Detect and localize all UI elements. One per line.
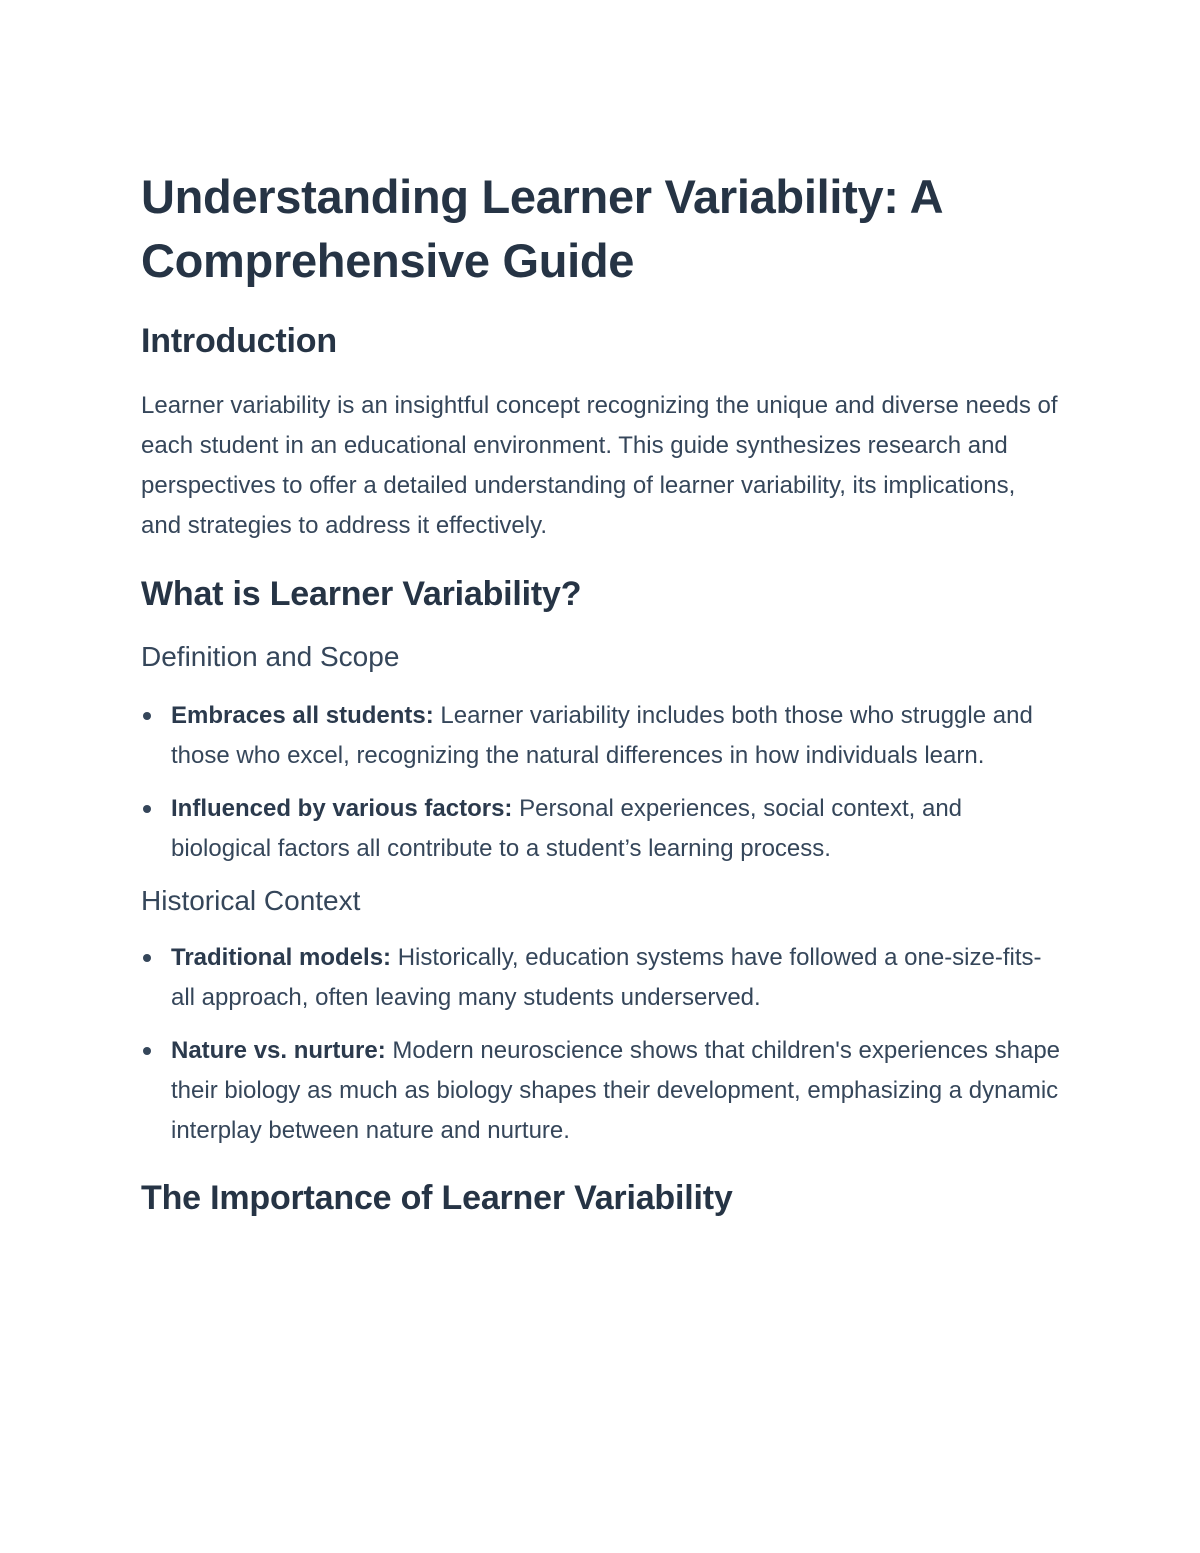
historical-list — [141, 938, 1061, 1151]
list-item-text: Personal experiences, social context, and biological factors all contribute to a student’s learning process. — [171, 795, 963, 862]
list-item-text: Modern neuroscience shows that children's experiences shape their biology as much as biology shapes their development, emphasizing a dynamic interplay between nature and nurture. — [171, 1037, 1061, 1144]
list-item-term: Traditional models: — [171, 944, 392, 971]
list-item-term: Nature vs. nurture: — [171, 1037, 386, 1064]
list-item — [141, 1031, 1061, 1151]
introduction-paragraph: Learner variability is an insightful concept recognizing the unique and diverse needs of each student in an educational environment. This guide synthesizes research and perspectives to offer a detailed understanding of learner variability, its implications, and strategies to address it effectively. — [141, 392, 1058, 539]
list-item-text: Learner variability includes both those who struggle and those who excel, recognizing the natural differences in how individuals learn. — [171, 702, 1033, 769]
list-item-text: Historically, education systems have followed a one-size-fits-all approach, often leaving many students underserved. — [171, 944, 1042, 1011]
bullet-icon — [143, 1047, 151, 1055]
definition-subheading: Definition and Scope — [141, 641, 400, 672]
what-is-heading: What is Learner Variability? — [141, 575, 582, 613]
historical-subheading: Historical Context — [141, 885, 361, 916]
definition-list — [141, 696, 1061, 869]
introduction-heading: Introduction — [141, 322, 337, 360]
list-item — [141, 696, 1061, 776]
list-item — [141, 789, 1061, 869]
bullet-icon — [143, 805, 151, 813]
list-item-term: Influenced by various factors: — [171, 795, 513, 822]
bullet-icon — [143, 712, 151, 720]
importance-heading: The Importance of Learner Variability — [141, 1179, 733, 1217]
document-title: Understanding Learner Variability: A Comprehensive Guide — [141, 170, 942, 287]
list-item — [141, 938, 1061, 1018]
document-content — [141, 165, 1061, 1220]
bullet-icon — [143, 954, 151, 962]
list-item-term: Embraces all students: — [171, 702, 434, 729]
